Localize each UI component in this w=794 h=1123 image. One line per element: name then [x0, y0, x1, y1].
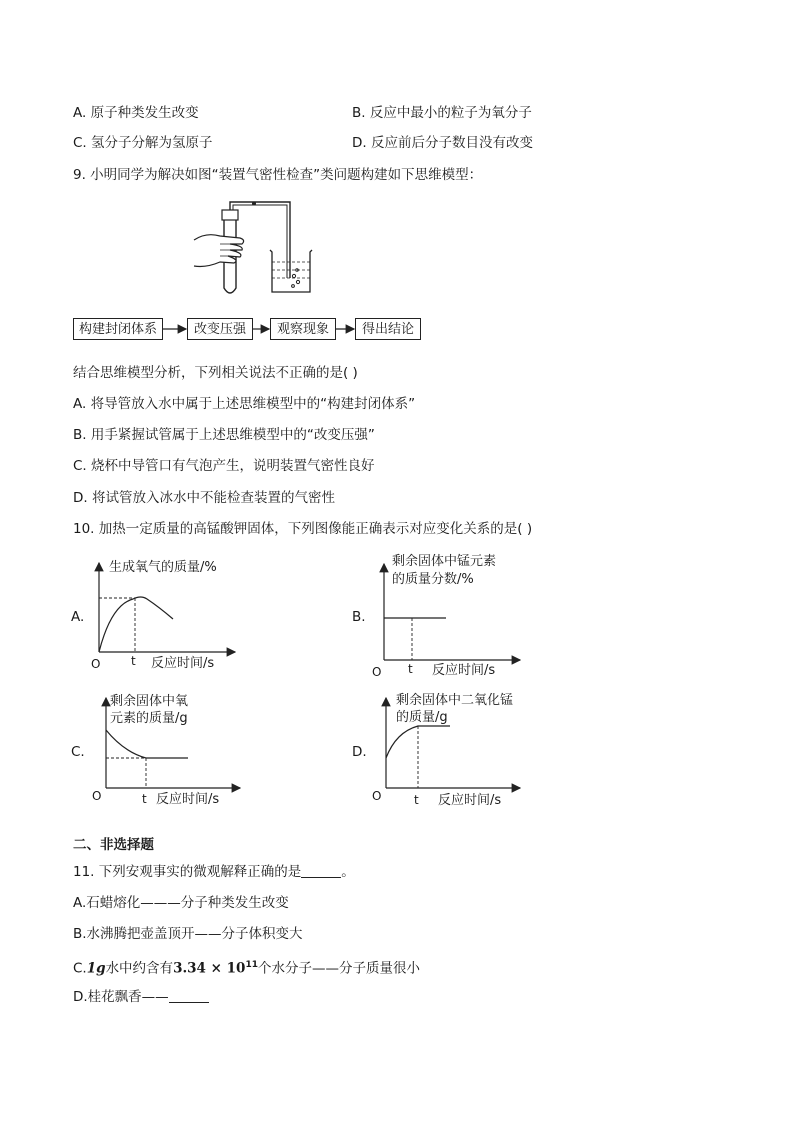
q11-d-text: D.桂花飘香——: [73, 989, 169, 1005]
graph-a-xlabel: 反应时间/s: [151, 656, 215, 671]
graph-b-letter: B.: [352, 609, 366, 625]
graph-c-letter: C.: [71, 744, 85, 760]
q9-question: 结合思维模型分析，下列相关说法不正确的是( ): [73, 365, 358, 381]
graph-a-curve: [99, 597, 173, 652]
q11-c-mass: 1g: [86, 960, 106, 977]
graph-b-ylabel-1: 剩余固体中锰元素: [392, 554, 497, 569]
q11-c-mid: 水中约含有: [105, 960, 174, 977]
q11-stem: [73, 863, 355, 881]
graph-a-ylabel: 生成氧气的质量/%: [109, 560, 217, 575]
q11-stem-end: 。: [341, 864, 355, 880]
graph-a-origin: O: [91, 657, 101, 671]
q8-option-d: D. 反应前后分子数目没有改变: [352, 135, 533, 151]
q11-option-a: A.石蜡熔化———分子种类发生改变: [73, 895, 289, 911]
graph-b-ylabel-2: 的质量分数/%: [392, 572, 474, 587]
graph-c-xlabel: 反应时间/s: [156, 792, 220, 807]
flow-step-4: 得出结论: [355, 318, 421, 340]
q10-stem: 10. 加热一定质量的高锰酸钾固体，下列图像能正确表示对应变化关系的是( ): [73, 521, 533, 537]
q11-option-b: B.水沸腾把壶盖顶开——分子体积变大: [73, 926, 303, 942]
q11-c-number: 3.34 × 10: [173, 960, 246, 977]
q9-stem: 9. 小明同学为解决如图“装置气密性检查”类问题构建如下思维模型：: [73, 167, 483, 183]
graph-d: [370, 690, 530, 810]
q11-c-prefix: C.: [73, 960, 87, 977]
graph-a: [85, 555, 245, 675]
graph-d-origin: O: [372, 789, 382, 803]
flow-step-2: 改变压强: [187, 318, 253, 340]
q8-option-c: C. 氢分子分解为氢原子: [73, 135, 213, 151]
graph-a-letter: A.: [71, 609, 85, 625]
graph-d-ylabel-2: 的质量/g: [396, 710, 448, 725]
graph-b-origin: O: [372, 665, 382, 679]
graph-d-tick: t: [414, 793, 419, 807]
graph-a-tick: t: [131, 654, 136, 668]
flow-step-1: 构建封闭体系: [73, 318, 163, 340]
graph-d-letter: D.: [352, 744, 367, 760]
flow-step-3: 观察现象: [270, 318, 336, 340]
graph-b: [370, 550, 530, 680]
graph-c: [90, 690, 250, 810]
q8-option-b: B. 反应中最小的粒子为氧分子: [352, 105, 532, 121]
graph-d-ylabel-1: 剩余固体中二氧化锰: [396, 693, 514, 708]
q11-c-exponent: 11: [245, 960, 258, 970]
q11-answer-blank: [301, 863, 341, 878]
q9-option-a: A. 将导管放入水中属于上述思维模型中的“构建封闭体系”: [73, 396, 416, 412]
graph-c-origin: O: [92, 789, 102, 803]
graph-c-ylabel-1: 剩余固体中氧: [110, 694, 189, 709]
section-title: 二、非选择题: [73, 837, 154, 853]
graph-c-ylabel-2: 元素的质量/g: [110, 711, 188, 726]
q11-d-blank: [169, 988, 209, 1003]
graph-c-curve: [106, 730, 188, 758]
q9-option-d: D. 将试管放入冰水中不能检查装置的气密性: [73, 490, 335, 506]
graph-b-tick: t: [408, 662, 413, 676]
graph-b-xlabel: 反应时间/s: [432, 663, 496, 678]
q9-option-b: B. 用手紧握试管属于上述思维模型中的“改变压强”: [73, 427, 375, 443]
q8-option-a: A. 原子种类发生改变: [73, 105, 199, 121]
q11-stem-text: 11. 下列安观事实的微观解释正确的是: [73, 864, 302, 880]
graph-d-xlabel: 反应时间/s: [438, 793, 502, 808]
q11-option-c: [73, 956, 420, 978]
q11-c-post: 个水分子——分子质量很小: [257, 960, 420, 977]
q9-option-c: C. 烧杯中导管口有气泡产生，说明装置气密性良好: [73, 458, 375, 474]
graph-c-tick: t: [142, 792, 147, 806]
q11-option-d: [73, 988, 209, 1006]
